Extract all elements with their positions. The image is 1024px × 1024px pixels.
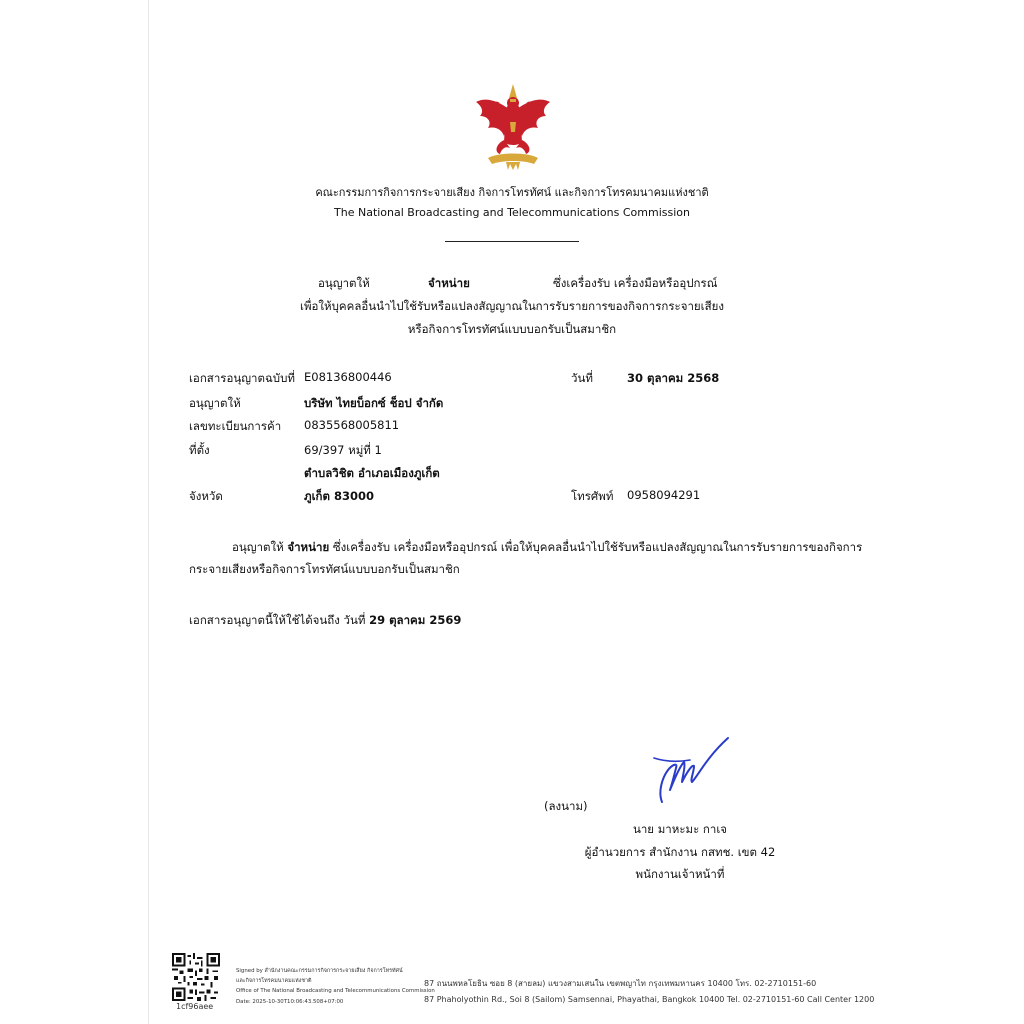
body-paragraph-line-1 xyxy=(232,539,862,557)
qr-code-icon xyxy=(172,953,220,1001)
doc-number-label: เอกสารอนุญาตฉบับที่ xyxy=(189,371,295,385)
body-activity: จำหน่าย xyxy=(287,540,330,554)
title-line-2: เพื่อให้บุคคลอื่นนำไปใช้รับหรือแปลงสัญญาณในการรับรายการของกิจการกระจายเสียง xyxy=(300,299,724,313)
footer-address-english: 87 Phaholyothin Rd., Soi 8 (Sailom) Samsennai, Phayathai, Bangkok 10400 Tel. 02-2710151-60 Call Center 1200 xyxy=(424,995,875,1004)
validity-date: 29 ตุลาคม 2569 xyxy=(369,613,462,627)
phone-label: โทรศัพท์ xyxy=(571,489,614,503)
title-suffix: ซึ่งเครื่องรับ เครื่องมือหรืออุปกรณ์ xyxy=(553,276,718,290)
address-line-2: ตำบลวิชิต อำเภอเมืองภูเก็ต xyxy=(304,466,440,480)
validity-prefix: เอกสารอนุญาตนี้ให้ใช้ได้จนถึง วันที่ xyxy=(189,613,366,627)
body-prefix: อนุญาตให้ xyxy=(232,540,284,554)
address-line-1: 69/397 หมู่ที่ 1 xyxy=(304,443,382,457)
sign-label: (ลงนาม) xyxy=(544,799,588,813)
signatory-role: พนักงานเจ้าหน้าที่ xyxy=(635,867,725,881)
footer-address-thai: 87 ถนนพหลโยธิน ซอย 8 (สายลม) แขวงสามเสนใน เขตพญาไท กรุงเทพมหานคร 10400 โทร. 02-2710151-60 xyxy=(424,979,817,988)
signatory-name: นาย มาหะมะ กาเจ xyxy=(632,822,727,836)
signatory-position: ผู้อำนวยการ สำนักงาน กสทช. เขต 42 xyxy=(584,845,776,859)
garuda-emblem-icon xyxy=(474,82,552,172)
title-prefix: อนุญาตให้ xyxy=(318,276,370,290)
footer-date: Date: 2025-10-30T10:06:43.508+07:00 xyxy=(236,999,344,1005)
page-edge-rule xyxy=(148,0,149,1024)
date-value: 30 ตุลาคม 2568 xyxy=(627,371,720,385)
registration-label: เลขทะเบียนการค้า xyxy=(189,419,282,433)
province-label: จังหวัด xyxy=(189,489,223,503)
registration-value: 0835568005811 xyxy=(304,418,400,432)
licensee-value: บริษัท ไทยบ็อกซ์ ช็อป จำกัด xyxy=(304,396,444,410)
footer-signed-by-line-2: และกิจการโทรคมนาคมแห่งชาติ xyxy=(236,978,312,984)
date-label: วันที่ xyxy=(571,371,593,385)
qr-code-text: 1cf96aee xyxy=(176,1002,214,1011)
phone-value: 0958094291 xyxy=(627,488,701,502)
footer-signed-by: Signed by สำนักงานคณะกรรมการกิจการกระจายเสียง กิจการโทรทัศน์ xyxy=(236,968,403,974)
header-divider xyxy=(445,241,579,242)
validity-statement xyxy=(189,612,461,630)
province-value: ภูเก็ต 83000 xyxy=(304,489,374,503)
body-paragraph-line-2: กระจายเสียงหรือกิจการโทรทัศน์แบบบอกรับเป็นสมาชิก xyxy=(189,562,460,576)
org-name-thai: คณะกรรมการกิจการกระจายเสียง กิจการโทรทัศน์ และกิจการโทรคมนาคมแห่งชาติ xyxy=(315,186,709,199)
title-line-3: หรือกิจการโทรทัศน์แบบบอกรับเป็นสมาชิก xyxy=(407,322,617,336)
licensee-label: อนุญาตให้ xyxy=(189,396,241,410)
title-activity: จำหน่าย xyxy=(428,276,470,290)
address-label: ที่ตั้ง xyxy=(189,443,210,457)
doc-number-value: E08136800446 xyxy=(304,370,392,384)
handwritten-signature xyxy=(648,732,732,808)
org-name-english: The National Broadcasting and Telecommunications Commission xyxy=(334,206,690,219)
footer-office-english: Office of The National Broadcasting and Telecommunications Commission xyxy=(236,988,435,994)
body-line-1-rest: ซึ่งเครื่องรับ เครื่องมือหรืออุปกรณ์ เพื่อให้บุคคลอื่นนำไปใช้รับหรือแปลงสัญญาณในการรับรายการของกิจการ xyxy=(332,540,863,554)
